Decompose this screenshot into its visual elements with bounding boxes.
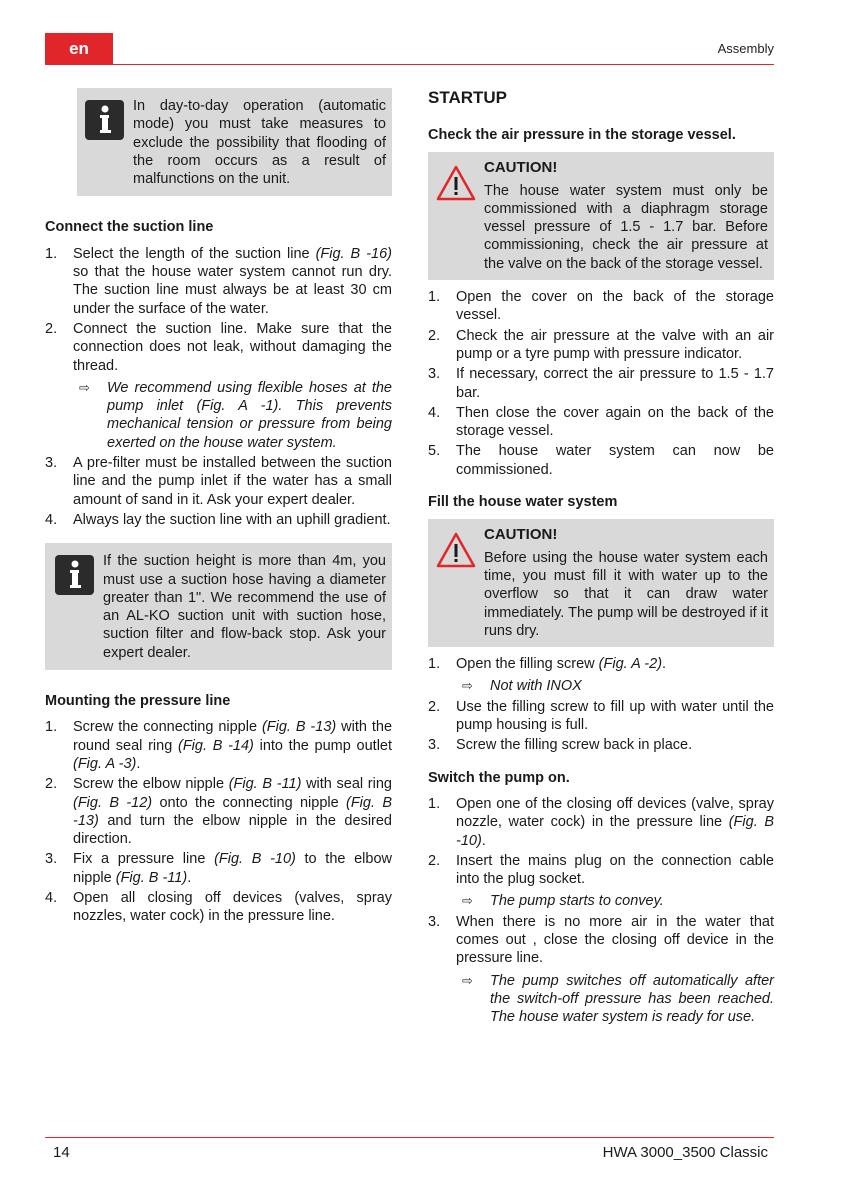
result-arrow-icon: ⇨ bbox=[462, 972, 473, 988]
info-note-text: In day-to-day operation (automatic mode) you must take measures to exclude the possibility that flooding of the room occurs as a result of malfunctions on the unit. bbox=[133, 98, 386, 188]
caution-title: CAUTION! bbox=[484, 159, 558, 177]
left-column bbox=[45, 88, 392, 928]
air-steps bbox=[428, 288, 774, 479]
list-item: 3. Screw the filling screw back in place. bbox=[428, 737, 693, 754]
result-note: ⇨ We recommend using flexible hoses at the pump inlet (Fig. A -1). This prevents mechanical tension or pressure from being exerted on the house water system. bbox=[79, 379, 392, 451]
list-item: 4. Open all closing off devices (valves, spray nozzles, water cock) in the pressure line. bbox=[45, 889, 392, 925]
result-note: ⇨ Not with INOX bbox=[462, 678, 582, 695]
list-item: 4. Then close the cover again on the back of the storage vessel. bbox=[428, 404, 774, 440]
result-note: ⇨ The pump starts to convey. bbox=[462, 893, 664, 910]
info-note-operation bbox=[77, 88, 392, 196]
page-number: 14 bbox=[53, 1144, 70, 1161]
list-item: 3. Fix a pressure line (Fig. B -10) to the elbow nipple (Fig. B -11). bbox=[45, 851, 392, 886]
info-note-suction-height bbox=[45, 543, 392, 670]
warning-icon bbox=[436, 532, 476, 568]
pressure-steps bbox=[45, 718, 392, 925]
product-name: HWA 3000_3500 Classic bbox=[602, 1144, 768, 1161]
list-item: 4. Always lay the suction line with an uphill gradient. bbox=[45, 511, 391, 528]
list-item: 1. Select the length of the suction line (Fig. B -16) so that the house water system cannot run dry. The suction line must always be at least 30 cm under the surface of the water. bbox=[45, 245, 392, 317]
switch-steps bbox=[428, 795, 774, 1027]
caution-box-air bbox=[428, 152, 774, 280]
list-item: 3. When there is no more air in the water that comes out , close the closing off device in the pressure line. ⇨ The pump switches off automatically after the switch-off pressure has been reached. The house water system is ready for use. bbox=[428, 913, 774, 1026]
info-icon bbox=[85, 100, 124, 140]
result-arrow-icon: ⇨ bbox=[462, 678, 473, 694]
list-item: 1. Screw the connecting nipple (Fig. B -13) with the round seal ring (Fig. B -14) into the pump outlet (Fig. A -3). bbox=[45, 719, 393, 772]
warning-icon bbox=[436, 165, 476, 201]
info-note-text: If the suction height is more than 4m, you must use a suction hose having a diameter greater than 1". We recommend the use of an AL-KO suction unit with suction hose, suction filter and flow-back stop. Ask your expert dealer. bbox=[103, 553, 386, 661]
list-item: 2. Check the air pressure at the valve with an air pump or a tyre pump with pressure indicator. bbox=[428, 327, 774, 362]
language-tab: en bbox=[45, 33, 113, 65]
list-item: 2. Insert the mains plug on the connection cable into the plug socket. ⇨ The pump starts to convey. bbox=[428, 852, 774, 910]
right-column bbox=[428, 88, 774, 1028]
list-item: 1. Open one of the closing off devices (valve, spray nozzle, water cock) in the pressure line (Fig. B -10). bbox=[428, 795, 774, 849]
suction-steps bbox=[45, 245, 392, 529]
heading-fill-system: Fill the house water system bbox=[428, 494, 618, 511]
list-item: 2. Connect the suction line. Make sure that the connection does not leak, without damaging the thread. ⇨ We recommend using flexible hoses at the pump inlet (Fig. A -1). This prevents mechanical tension or pressure from being exerted on the house water system. bbox=[45, 320, 392, 451]
heading-suction-line: Connect the suction line bbox=[45, 219, 214, 236]
result-note: ⇨ The pump switches off automatically after the switch-off pressure has been reached. The house water system is ready for use. bbox=[462, 972, 774, 1026]
caution-text: Before using the house water system each time, you must fill it with water up to the overflow so that it can draw water immediately. The pump will be destroyed if it runs dry. bbox=[484, 549, 768, 639]
page-title: STARTUP bbox=[428, 88, 508, 107]
result-arrow-icon: ⇨ bbox=[462, 893, 473, 909]
caution-title: CAUTION! bbox=[484, 526, 558, 544]
list-item: 1. Open the filling screw (Fig. A -2). ⇨ Not with INOX bbox=[428, 655, 774, 696]
info-icon bbox=[55, 555, 94, 595]
heading-air-pressure: Check the air pressure in the storage vessel. bbox=[428, 127, 736, 143]
footer-rule bbox=[45, 1137, 774, 1138]
list-item: 5. The house water system can now be commissioned. bbox=[428, 443, 774, 478]
caution-text: The house water system must only be commissioned with a diaphragm storage vessel pressure of 1.5 - 1.7 bar. Before commissioning, check the air pressure at the valve on the back of the storage vessel. bbox=[484, 182, 768, 272]
section-label: Assembly bbox=[717, 41, 774, 56]
heading-switch-on: Switch the pump on. bbox=[428, 769, 570, 786]
caution-box-fill bbox=[428, 519, 774, 647]
list-item: 3. A pre-filter must be installed between the suction line and the pump inlet if the water has a small amount of sand in it. Ask your expert dealer. bbox=[45, 455, 392, 508]
fill-steps bbox=[428, 655, 774, 754]
list-item: 2. Screw the elbow nipple (Fig. B -11) with seal ring (Fig. B -12) onto the connecting nipple (Fig. B -13) and turn the elbow nipple in the desired direction. bbox=[45, 776, 393, 848]
list-item: 1. Open the cover on the back of the storage vessel. bbox=[428, 289, 774, 324]
list-item: 3. If necessary, correct the air pressure to 1.5 - 1.7 bar. bbox=[428, 366, 774, 401]
heading-pressure-line: Mounting the pressure line bbox=[45, 693, 231, 710]
header-rule bbox=[113, 64, 774, 65]
list-item: 2. Use the filling screw to fill up with water until the pump housing is full. bbox=[428, 698, 774, 734]
result-arrow-icon: ⇨ bbox=[79, 379, 90, 395]
